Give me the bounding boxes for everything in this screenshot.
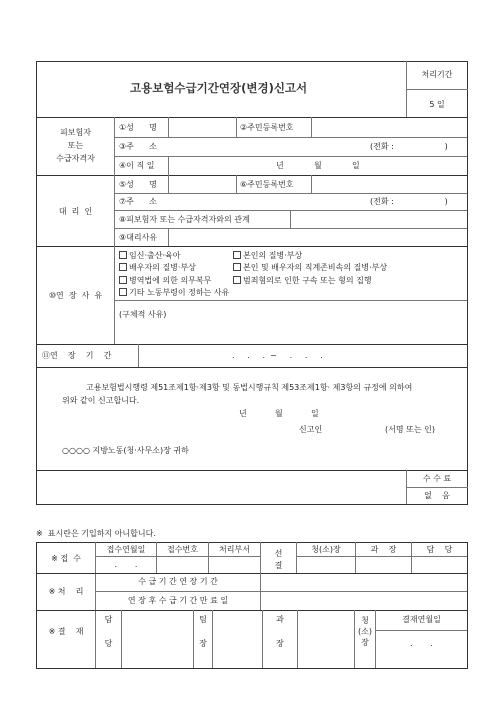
insured-name-label: ①성 명 bbox=[119, 123, 157, 132]
agent-section-label: 대 리 인 bbox=[58, 207, 93, 216]
chief-header: 청(소)장 bbox=[311, 545, 341, 554]
reason-option-other[interactable]: 기타 노동부령이 정하는 사유 bbox=[119, 288, 229, 297]
checkbox-icon[interactable] bbox=[233, 251, 241, 259]
approval-section-bottom: 장 bbox=[276, 639, 284, 648]
checkbox-icon[interactable] bbox=[119, 251, 127, 259]
reason-option-pregnancy[interactable]: 임신·출산·육아 bbox=[119, 251, 180, 260]
reason-option-military[interactable]: 병역법에 의한 의무복무 bbox=[119, 276, 211, 285]
separation-year-label: 년 bbox=[276, 161, 284, 170]
insured-rrn-label: ②주민등록번호 bbox=[240, 123, 294, 132]
prior-approval-label: 선 결 bbox=[274, 549, 283, 570]
insured-address-field[interactable] bbox=[169, 138, 369, 156]
approval-date-value: . . bbox=[410, 639, 433, 648]
extension-period-label: ⑪연 장 기 간 bbox=[42, 351, 112, 360]
insured-section-label-3: 수급자격자 bbox=[56, 154, 95, 163]
approval-section-top: 과 bbox=[276, 615, 284, 624]
processing-line2: 연 장 후 수 급 기 간 만 료 일 bbox=[127, 596, 229, 605]
agent-reason-field[interactable] bbox=[169, 229, 466, 246]
insured-address-label: ③주 소 bbox=[119, 142, 157, 151]
staff-header: 담 당 bbox=[426, 545, 453, 554]
approval-team-bottom: 장 bbox=[199, 639, 207, 648]
approval-date-header: 결재연월일 bbox=[402, 615, 441, 624]
extension-period-value[interactable]: . . . ~ . . . bbox=[232, 351, 323, 360]
declarant-label: 신고인 bbox=[299, 425, 323, 434]
checkbox-icon[interactable] bbox=[119, 263, 127, 271]
extension-reason-label: ⑩연 장 사 유 bbox=[48, 291, 103, 300]
agent-rrn-field[interactable] bbox=[312, 176, 466, 193]
separation-day-label: 일 bbox=[352, 161, 360, 170]
processing-period-label: 처리기간 bbox=[421, 70, 453, 79]
signature-label: (서명 또는 인) bbox=[385, 425, 435, 434]
receipt-row-label: ※ 접 수 bbox=[51, 554, 81, 563]
form-title: 고용보험수급기간연장(변경)신고서 bbox=[130, 81, 308, 95]
reason-option-spouse-illness[interactable]: 배우자의 질병·부상 bbox=[119, 263, 196, 272]
section-head-header: 과 장 bbox=[370, 545, 397, 554]
office-use-notice: ※ 표시란은 기입하지 아니합니다. bbox=[36, 529, 156, 538]
checkbox-icon[interactable] bbox=[233, 276, 241, 284]
receipt-date-value: . . bbox=[114, 560, 138, 569]
receipt-date-header: 접수연월일 bbox=[106, 545, 146, 554]
specific-reason-field[interactable] bbox=[115, 301, 466, 343]
agent-name-label: ⑤성 명 bbox=[119, 180, 157, 189]
insured-section-label-2: 또는 bbox=[67, 141, 84, 150]
agent-address-field[interactable] bbox=[169, 194, 369, 210]
fee-value: 없 음 bbox=[424, 491, 450, 500]
insured-rrn-field[interactable] bbox=[312, 118, 466, 137]
approval-row-label: ※ 결 재 bbox=[48, 627, 84, 636]
approval-team-top: 팀 bbox=[199, 615, 207, 624]
processing-period-value: 5 일 bbox=[429, 100, 445, 109]
approval-staff-top: 담 bbox=[104, 615, 113, 624]
separation-month-label: 월 bbox=[314, 161, 322, 170]
declarant-name-field[interactable] bbox=[326, 422, 384, 436]
specific-reason-label: (구체적 사유) bbox=[119, 310, 167, 319]
checkbox-icon[interactable] bbox=[119, 288, 127, 296]
insured-name-field[interactable] bbox=[169, 118, 235, 137]
agent-relation-label: ⑧피보험자 또는 수급자격자와의 관계 bbox=[119, 215, 250, 224]
reason-option-family-illness[interactable]: 본인 및 배우자의 직계존비속의 질병·부상 bbox=[233, 263, 387, 272]
checkbox-icon[interactable] bbox=[119, 276, 127, 284]
processing-line1: 수 급 기 간 연 장 기 간 bbox=[138, 577, 218, 586]
declaration-month-label: 월 bbox=[275, 409, 283, 418]
reason-option-own-illness[interactable]: 본인의 질병·부상 bbox=[233, 251, 302, 260]
approval-chief-line1: 청 bbox=[361, 616, 369, 625]
agent-name-field[interactable] bbox=[169, 176, 235, 193]
agent-relation-field[interactable] bbox=[291, 211, 466, 228]
declaration-text-line1: 고용보험법시행령 제51조제1항·제3항 및 동법시행규칙 제53조제1항· 제3항의 규정에 의하여 bbox=[86, 383, 413, 392]
insured-section-label-1: 피보험자 bbox=[60, 128, 91, 137]
declaration-year-label: 년 bbox=[239, 409, 247, 418]
fee-label: 수 수 료 bbox=[422, 474, 452, 483]
agent-rrn-label: ⑥주민등록번호 bbox=[240, 180, 294, 189]
agent-reason-label: ⑨대리사유 bbox=[119, 233, 158, 242]
agent-phone-label: (전화 : ) bbox=[370, 197, 448, 206]
receipt-number-header: 접수번호 bbox=[167, 545, 198, 554]
approval-chief-line3: 장 bbox=[361, 638, 369, 647]
agent-address-label: ⑦주 소 bbox=[119, 197, 157, 206]
checkbox-icon[interactable] bbox=[233, 263, 241, 271]
separation-date-label: ④이 직 일 bbox=[119, 161, 155, 170]
processing-row-label: ※ 처 리 bbox=[48, 587, 84, 596]
recipient-line: ○○○○ 지방노동(청·사무소)장 귀하 bbox=[62, 446, 189, 455]
approval-staff-bottom: 당 bbox=[104, 639, 113, 648]
reason-option-detention[interactable]: 범죄혐의로 인한 구속 또는 형의 집행 bbox=[233, 276, 372, 285]
declaration-day-label: 일 bbox=[311, 409, 319, 418]
declaration-text-line2: 위와 같이 신고합니다. bbox=[62, 396, 140, 405]
receipt-dept-header: 처리부서 bbox=[219, 545, 250, 554]
approval-chief-line2: (소) bbox=[358, 627, 372, 636]
insured-phone-label: (전화 : ) bbox=[370, 142, 448, 151]
